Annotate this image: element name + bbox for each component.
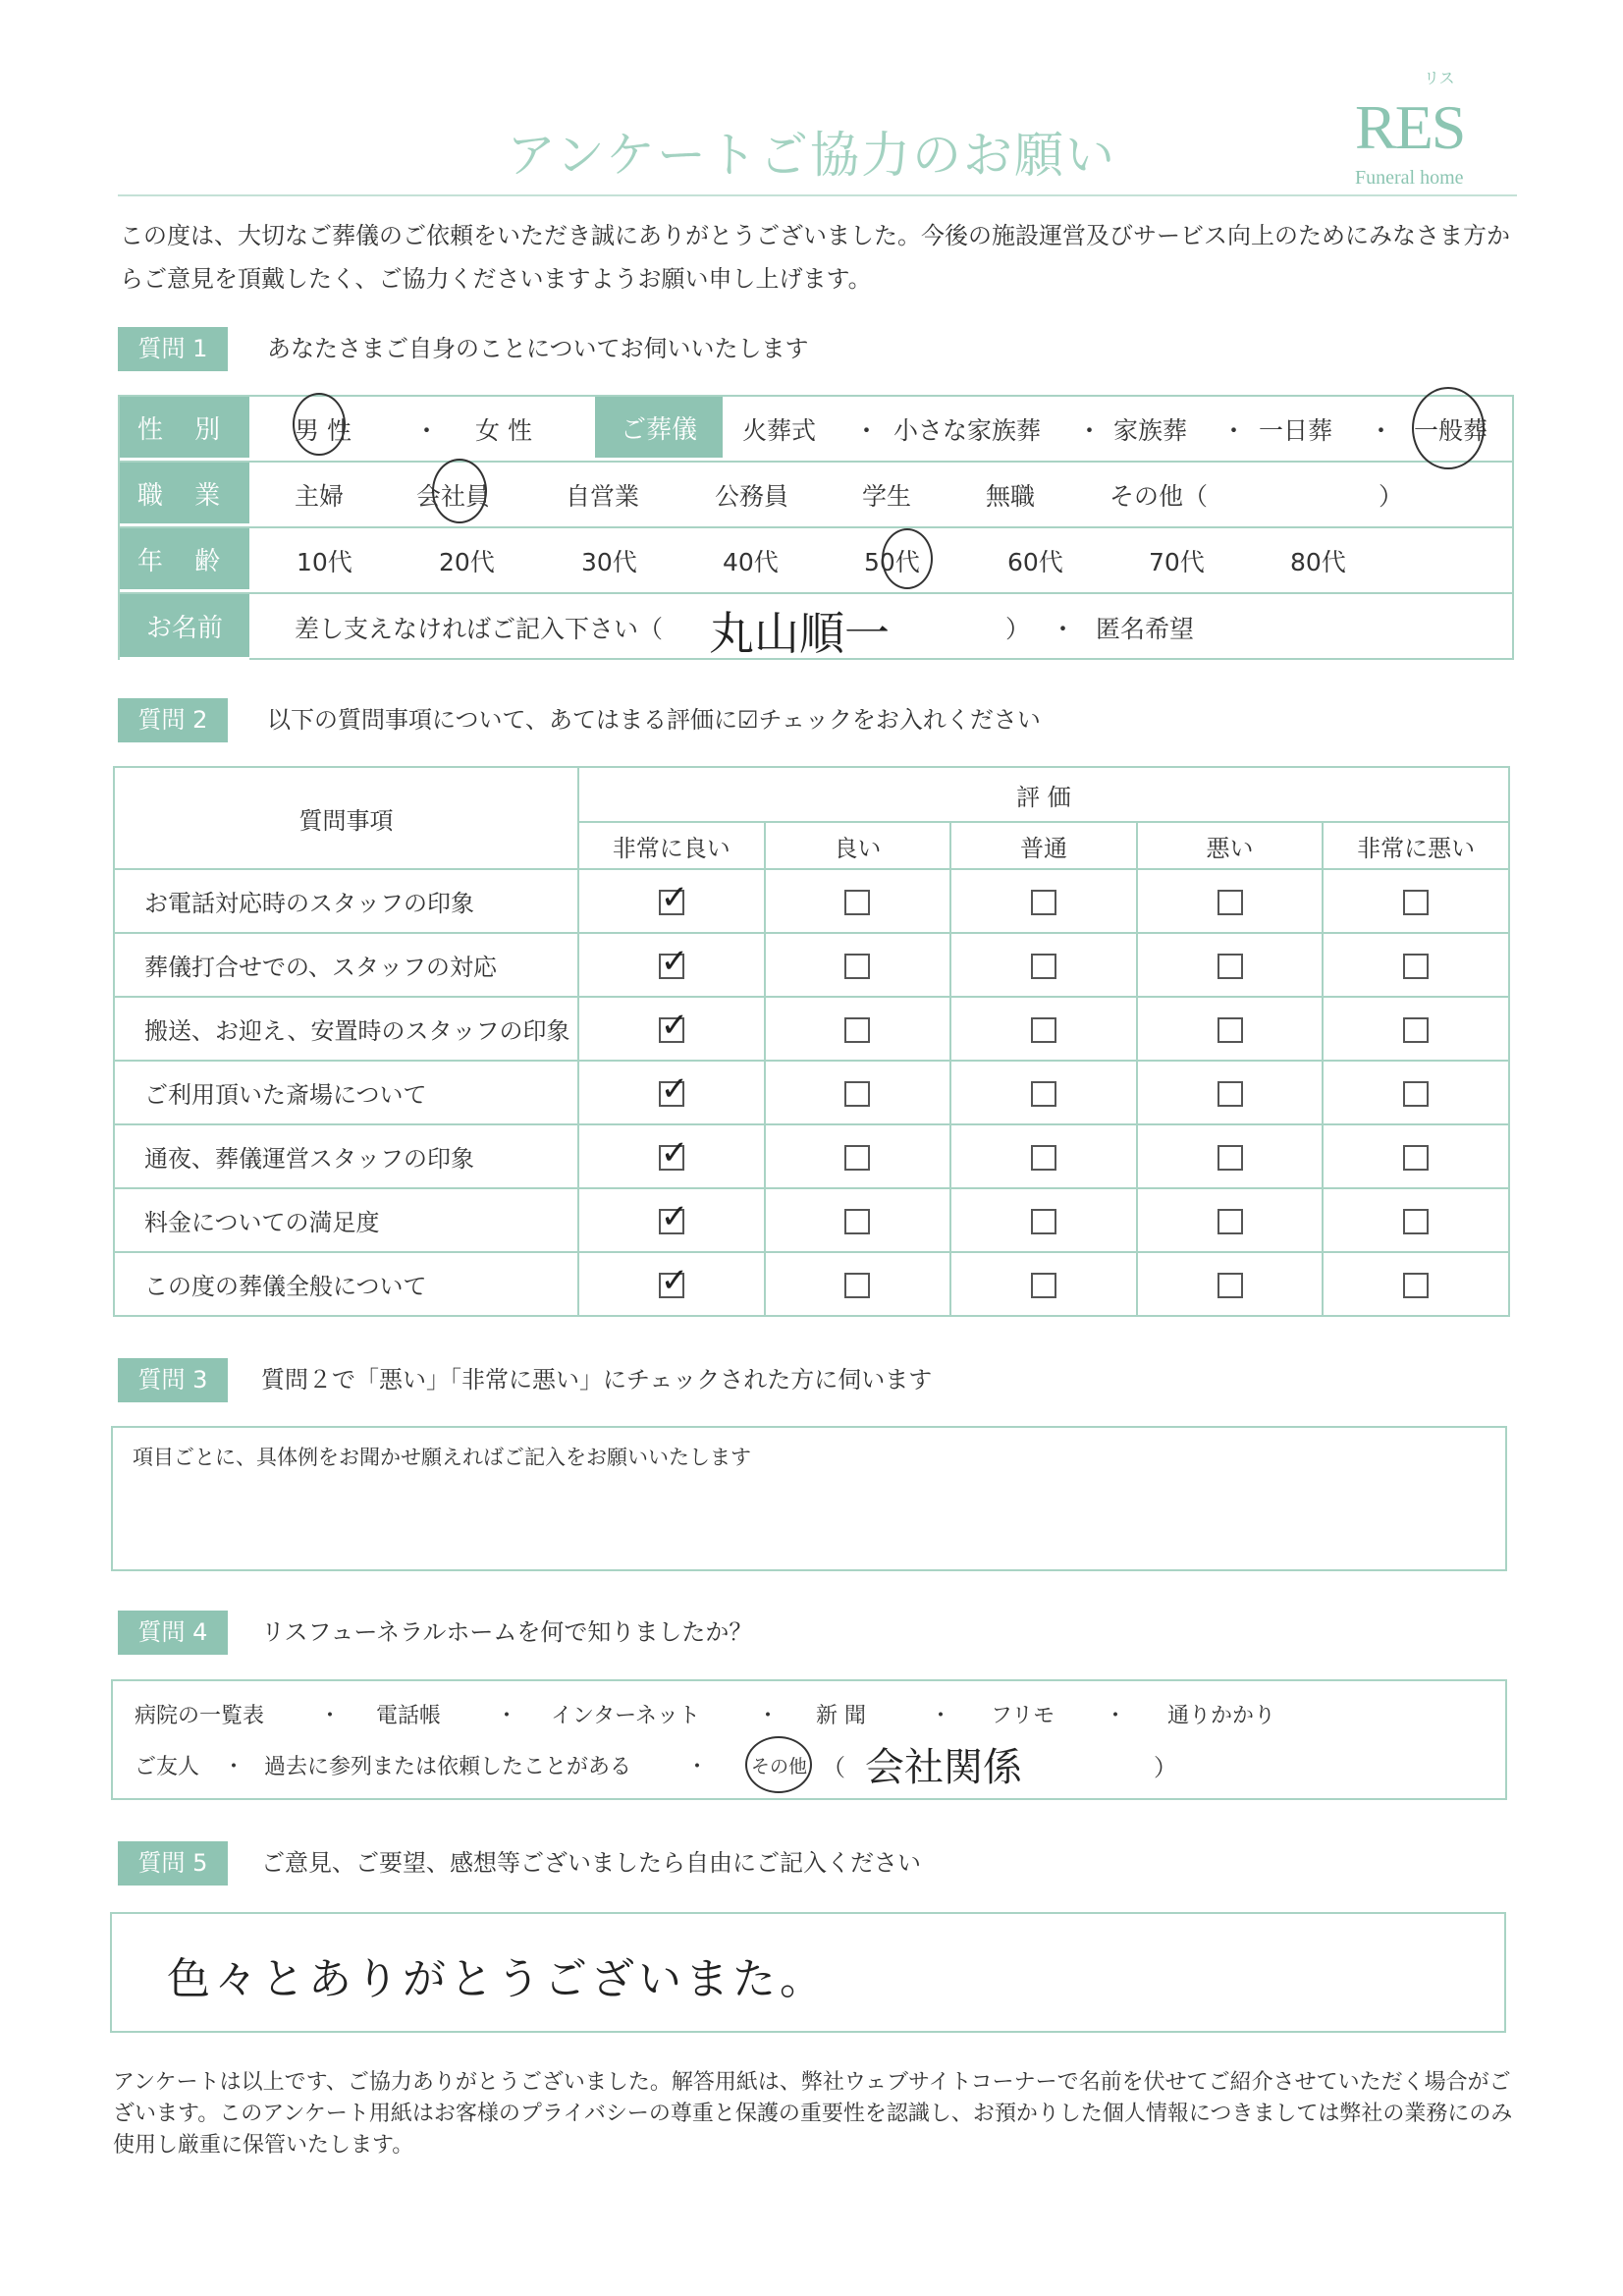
rating-cell	[1137, 933, 1324, 997]
rating-header: 悪い	[1137, 822, 1324, 869]
table-row	[114, 997, 1509, 1061]
source-phonebook[interactable]: 電話帳	[376, 1704, 442, 1728]
rating-checkbox[interactable]	[1031, 1209, 1056, 1234]
table-row	[114, 1061, 1509, 1124]
rating-cell	[765, 1188, 951, 1252]
check-mark-icon: ✓	[660, 941, 689, 981]
job-civil-servant[interactable]: 公務員	[715, 481, 789, 511]
funeral-cremation[interactable]: 火葬式	[742, 415, 817, 445]
separator: ・	[319, 1704, 342, 1728]
rating-cell	[950, 933, 1137, 997]
separator: ・	[496, 1704, 518, 1728]
gender-row	[120, 397, 1512, 463]
other-field[interactable]: 会社関係	[865, 1745, 1022, 1790]
rating-cell	[578, 933, 765, 997]
age-70s[interactable]: 70代	[1149, 547, 1205, 576]
logo-mark: RES	[1355, 92, 1465, 162]
rating-checkbox[interactable]	[1403, 1273, 1429, 1298]
separator: ・	[1077, 415, 1103, 445]
separator: ・	[1221, 415, 1247, 445]
rating-checkbox[interactable]	[1031, 1145, 1056, 1171]
rating-header: 良い	[765, 822, 951, 869]
age-80s[interactable]: 80代	[1290, 547, 1346, 576]
selection-circle	[432, 459, 487, 523]
gender-label: 性 別	[120, 397, 249, 461]
col-eval-header: 評 価	[578, 767, 1509, 822]
source-other[interactable]: その他	[751, 1756, 808, 1777]
separator: ・	[414, 415, 440, 445]
rating-checkbox[interactable]	[1403, 1209, 1429, 1234]
rating-table	[113, 766, 1510, 1317]
rating-checkbox[interactable]	[1217, 1273, 1243, 1298]
table-row	[114, 869, 1509, 933]
job-housewife[interactable]: 主婦	[295, 481, 345, 511]
table-row	[114, 933, 1509, 997]
question-item: 搬送、お迎え、安置時のスタッフの印象	[114, 997, 578, 1061]
rating-checkbox[interactable]	[1031, 1017, 1056, 1043]
rating-checkbox[interactable]	[659, 941, 689, 981]
separator: ・	[223, 1755, 245, 1779]
selection-circle	[882, 528, 933, 589]
table-row	[114, 1124, 1509, 1188]
rating-cell	[765, 933, 951, 997]
job-employee[interactable]: 会社員	[416, 481, 491, 511]
check-mark-icon: ✓	[660, 1132, 689, 1173]
table-row	[114, 1188, 1509, 1252]
rating-checkbox[interactable]	[1403, 890, 1429, 915]
age-10s[interactable]: 10代	[297, 547, 352, 576]
rating-cell	[765, 1124, 951, 1188]
page-title: アンケートご協力のお願い	[507, 127, 1116, 184]
rating-cell	[578, 1252, 765, 1316]
selection-circle	[293, 393, 346, 456]
rating-checkbox[interactable]	[1217, 1209, 1243, 1234]
q5-badge: 質問 5	[118, 1841, 228, 1886]
q4-badge: 質問 4	[118, 1611, 228, 1655]
separator: ・	[1051, 614, 1076, 643]
check-mark-icon: ✓	[660, 1068, 689, 1109]
rating-checkbox[interactable]	[844, 1017, 870, 1043]
separator: ・	[1369, 415, 1394, 445]
rating-checkbox[interactable]	[844, 1081, 870, 1107]
name-row	[120, 594, 1512, 660]
rating-cell	[1323, 869, 1509, 933]
rating-cell	[950, 869, 1137, 933]
rating-checkbox[interactable]	[844, 1145, 870, 1171]
gender-male[interactable]: 男 性	[295, 415, 352, 445]
rating-cell	[950, 997, 1137, 1061]
question-item: お電話対応時のスタッフの印象	[114, 869, 578, 933]
rating-cell	[765, 1061, 951, 1124]
rating-checkbox[interactable]	[844, 1273, 870, 1298]
rating-header: 普通	[950, 822, 1137, 869]
rating-cell	[950, 1061, 1137, 1124]
question-item: 料金についての満足度	[114, 1188, 578, 1252]
rating-cell	[765, 869, 951, 933]
name-field[interactable]: 丸山順一	[709, 607, 890, 660]
check-mark-icon: ✓	[660, 1196, 689, 1236]
rating-cell	[1323, 997, 1509, 1061]
separator: ・	[1105, 1704, 1127, 1728]
intro-text: この度は、大切なご葬儀のご依頼をいただき誠にありがとうございました。今後の施設運営及びサービス向上のためにみなさま方からご意見を頂戴したく、ご協力くださいますようお願い申し上げます。	[120, 222, 1510, 293]
source-newspaper[interactable]: 新 聞	[816, 1704, 866, 1728]
q5-text: ご意見、ご要望、感想等ございましたら自由にご記入ください	[261, 1849, 921, 1877]
header-divider	[118, 194, 1517, 196]
q4-text: リスフューネラルホームを何で知りましたか？	[261, 1618, 753, 1646]
job-unemployed[interactable]: 無職	[986, 481, 1036, 511]
rating-cell	[578, 1124, 765, 1188]
question-item: この度の葬儀全般について	[114, 1252, 578, 1316]
age-20s[interactable]: 20代	[439, 547, 495, 576]
selection-circle	[745, 1736, 812, 1793]
rating-cell	[578, 997, 765, 1061]
rating-cell	[950, 1124, 1137, 1188]
other-close: ）	[1154, 1754, 1177, 1781]
q3-answer-box[interactable]	[111, 1426, 1507, 1571]
rating-cell	[1137, 1061, 1324, 1124]
job-student[interactable]: 学生	[862, 481, 912, 511]
logo-kana: リス	[1424, 69, 1455, 87]
rating-cell	[578, 1188, 765, 1252]
source-furimo[interactable]: フリモ	[991, 1704, 1055, 1728]
rating-cell	[950, 1188, 1137, 1252]
rating-checkbox[interactable]	[1403, 1017, 1429, 1043]
q1-badge: 質問 1	[118, 327, 228, 371]
age-50s[interactable]: 50代	[864, 547, 920, 576]
rating-header: 非常に良い	[578, 822, 765, 869]
q3-text: 質問２で「悪い」「非常に悪い」にチェックされた方に伺います	[261, 1366, 933, 1394]
table-row	[114, 1252, 1509, 1316]
col-item-header: 質問事項	[114, 767, 578, 869]
rating-checkbox[interactable]	[1031, 890, 1056, 915]
selection-circle	[1412, 387, 1485, 469]
question-item: ご利用頂いた斎場について	[114, 1061, 578, 1124]
other-open: （	[822, 1754, 845, 1781]
question-item: 葬儀打合せでの、スタッフの対応	[114, 933, 578, 997]
age-60s[interactable]: 60代	[1007, 547, 1063, 576]
job-self-employed[interactable]: 自営業	[566, 481, 640, 511]
separator: ・	[757, 1704, 780, 1728]
name-prompt: 差し支えなければご記入下さい（	[295, 614, 664, 643]
rating-checkbox[interactable]	[844, 954, 870, 979]
rating-cell	[1137, 1252, 1324, 1316]
rating-checkbox[interactable]	[1031, 1081, 1056, 1107]
age-row	[120, 528, 1512, 594]
rating-checkbox[interactable]	[1217, 1081, 1243, 1107]
rating-cell	[578, 1061, 765, 1124]
q1-text: あなたさまご自身のことについてお伺いいたします	[267, 335, 809, 362]
rating-header: 非常に悪い	[1323, 822, 1509, 869]
rating-cell	[578, 869, 765, 933]
source-internet[interactable]: インターネット	[551, 1704, 701, 1728]
rating-cell	[765, 1252, 951, 1316]
rating-cell	[1323, 1188, 1509, 1252]
source-friend[interactable]: ご友人	[135, 1755, 200, 1779]
rating-cell	[1323, 1061, 1509, 1124]
rating-cell	[1137, 1124, 1324, 1188]
q2-text: 以下の質問事項について、あてはまる評価に☑チェックをお入れください	[267, 706, 1041, 734]
rating-checkbox[interactable]	[1031, 954, 1056, 979]
rating-cell	[1323, 1124, 1509, 1188]
rating-cell	[1137, 997, 1324, 1061]
separator: ・	[686, 1755, 709, 1779]
q5-answer-box[interactable]	[110, 1912, 1506, 2033]
rating-checkbox[interactable]	[659, 877, 689, 917]
rating-cell	[1323, 1252, 1509, 1316]
job-other-close: ）	[1379, 481, 1404, 511]
footer-note: アンケートは以上です、ご協力ありがとうございました。解答用紙は、弊社ウェブサイトコーナーで名前を伏せてご紹介させていただく場合がございます。このアンケート用紙はお客様のプライバシーの尊重と保護の重要性を認識し、お預かりした個人情報につきましては弊社の業務にのみ使用し厳重に保管いたします。	[113, 2070, 1513, 2158]
rating-checkbox[interactable]	[844, 890, 870, 915]
rating-checkbox[interactable]	[1217, 1017, 1243, 1043]
separator: ・	[930, 1704, 952, 1728]
anonymous-option[interactable]: 匿名希望	[1096, 614, 1195, 643]
funeral-general[interactable]: 一般葬	[1414, 415, 1488, 445]
funeral-family[interactable]: 家族葬	[1113, 415, 1188, 445]
q3-hint: 項目ごとに、具体例をお聞かせ願えればご記入をお願いいたします	[133, 1446, 751, 1469]
rating-checkbox[interactable]	[1217, 890, 1243, 915]
name-close: ）	[1005, 614, 1031, 643]
q1-table	[118, 395, 1514, 660]
rating-checkbox[interactable]	[844, 1209, 870, 1234]
check-mark-icon: ✓	[660, 877, 689, 917]
rating-checkbox[interactable]	[659, 1132, 689, 1173]
separator: ・	[854, 415, 880, 445]
rating-cell	[1137, 869, 1324, 933]
q2-badge: 質問 2	[118, 698, 228, 742]
rating-checkbox[interactable]	[659, 1068, 689, 1109]
rating-checkbox[interactable]	[1403, 1145, 1429, 1171]
source-past-use[interactable]: 過去に参列または依頼したことがある	[264, 1755, 632, 1779]
rating-cell	[1137, 1188, 1324, 1252]
q5-answer: 色々とありがとうございまた。	[167, 1954, 827, 2004]
job-other[interactable]: その他（	[1109, 481, 1209, 511]
funeral-label: ご葬儀	[595, 397, 723, 461]
rating-checkbox[interactable]	[1403, 1081, 1429, 1107]
age-30s[interactable]: 30代	[581, 547, 637, 576]
age-40s[interactable]: 40代	[723, 547, 779, 576]
rating-checkbox[interactable]	[1217, 1145, 1243, 1171]
rating-checkbox[interactable]	[659, 1005, 689, 1045]
funeral-one-day[interactable]: 一日葬	[1259, 415, 1333, 445]
logo-subtitle: Funeral home	[1355, 167, 1464, 189]
q4-box	[111, 1679, 1507, 1800]
rating-checkbox[interactable]	[1403, 954, 1429, 979]
rating-cell	[1323, 933, 1509, 997]
funeral-small-family[interactable]: 小さな家族葬	[893, 415, 1042, 445]
rating-checkbox[interactable]	[659, 1196, 689, 1236]
rating-checkbox[interactable]	[659, 1260, 689, 1300]
check-mark-icon: ✓	[660, 1005, 689, 1045]
rating-cell	[950, 1252, 1137, 1316]
rating-checkbox[interactable]	[1217, 954, 1243, 979]
source-hospital-list[interactable]: 病院の一覧表	[135, 1704, 265, 1728]
rating-cell	[765, 997, 951, 1061]
question-item: 通夜、葬儀運営スタッフの印象	[114, 1124, 578, 1188]
age-label: 年 齢	[120, 528, 249, 592]
check-mark-icon: ✓	[660, 1260, 689, 1300]
name-label: お名前	[120, 594, 249, 660]
company-logo	[1355, 69, 1522, 191]
source-passing-by[interactable]: 通りかかり	[1167, 1704, 1276, 1728]
rating-checkbox[interactable]	[1031, 1273, 1056, 1298]
job-row	[120, 463, 1512, 528]
job-label: 職 業	[120, 463, 249, 526]
gender-female[interactable]: 女 性	[475, 415, 532, 445]
q3-badge: 質問 3	[118, 1358, 228, 1402]
